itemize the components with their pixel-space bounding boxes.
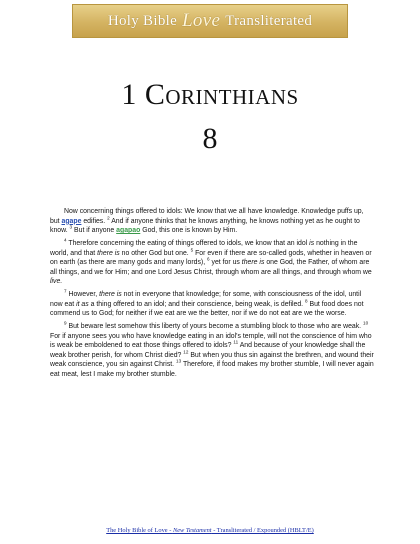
verse-4-text: Therefore concerning the eating of things offered to idols, we know that an idol xyxy=(68,239,310,247)
verse-13-text: Therefore, if food makes my brother stumble, I will never again eat meat, lest I make my brother stumble. xyxy=(50,361,374,379)
verse-6-text-mid: one God, the Father, of whom are all things, and we for Him; and one Lord Jesus Christ, through whom are all things, and through whom we xyxy=(50,259,372,276)
italic-word: there is xyxy=(241,259,265,267)
footer-suffix: - Transliterated / Expounded (HBLT/E) xyxy=(211,527,314,534)
verse-11-text: And because of your knowledge shall the weak brother perish, for whom Christ died? xyxy=(50,342,366,359)
verse-10-text: For if anyone sees you who have knowledge eating in an idol's temple, will not the conscience of him who is weak be emboldened to eat those things offered to idols? xyxy=(50,332,372,350)
verse-9-text: But beware lest somehow this liberty of yours become a stumbling block to those who are weak. xyxy=(68,323,364,331)
header-banner xyxy=(72,4,348,38)
chapter-number: 8 xyxy=(202,122,218,155)
verse-number-10: 10 xyxy=(363,320,369,326)
chapter-text xyxy=(50,207,374,383)
italic-word: is xyxy=(309,239,315,247)
verse-1-text-end: edifies. xyxy=(81,217,108,225)
footer-italic: New Testament xyxy=(172,527,212,534)
banner-text-holy-bible: Holy Bible xyxy=(107,12,178,29)
verse-number-5: 5 xyxy=(190,247,194,253)
verse-7-text-mid: not in everyone that knowledge; for some, with consciousness of the idol, until now eat xyxy=(50,291,362,308)
verse-5-text: For even if there are so-called gods, whether in heaven or on earth (as there are many gods and many lords), xyxy=(50,249,372,267)
verse-12-text: But when you thus sin against the brethren, and wound their weak conscience, you sin against Christ. xyxy=(50,351,374,369)
verse-3-text: But if anyone xyxy=(74,227,117,235)
book-title: 1 Corinthians xyxy=(121,78,299,111)
verse-number-12: 12 xyxy=(183,349,189,355)
verse-number-7: 7 xyxy=(64,288,67,294)
verse-number-2: 2 xyxy=(107,215,110,221)
paragraph-4 xyxy=(50,322,374,380)
keyword-agape[interactable]: agape xyxy=(61,217,82,225)
italic-word: there is xyxy=(99,291,122,299)
verse-2-text: And if anyone thinks that he knows anything, he knows nothing yet as he ought to know. xyxy=(50,217,360,235)
banner-text-transliterated: Transliterated xyxy=(225,12,313,29)
verse-4-text-mid: nothing in the world, and that xyxy=(50,239,358,257)
paragraph-2 xyxy=(50,239,374,287)
verse-7-text: However, xyxy=(68,291,100,299)
verse-number-9: 9 xyxy=(64,320,67,326)
verse-number-4: 4 xyxy=(64,237,67,243)
italic-word: there is xyxy=(97,249,120,257)
verse-1-text: Now concerning things offered to idols: We know that we all have knowledge. Knowledge puffs up, but xyxy=(50,208,364,225)
banner-text-love: Love xyxy=(182,10,221,31)
verse-number-6: 6 xyxy=(207,256,210,262)
paragraph-3 xyxy=(50,290,374,319)
verse-number-13: 13 xyxy=(176,359,182,365)
verse-6-text: yet for us xyxy=(211,259,242,267)
verse-8-text: But food does not commend us to God; for neither if we eat are we the better, nor if we do not eat are we the worse. xyxy=(50,300,364,318)
verse-number-8: 8 xyxy=(305,298,308,304)
verse-3-text-end: God, this one is known by Him. xyxy=(140,227,238,235)
italic-word: it as xyxy=(76,300,89,308)
verse-number-11: 11 xyxy=(233,339,239,345)
verse-7-text-end: a thing offered to an idol; and their conscience, being weak, is defiled. xyxy=(88,300,306,308)
footer-link[interactable] xyxy=(0,527,420,534)
verse-4-text-end: no other God but one. xyxy=(119,249,191,257)
paragraph-1 xyxy=(50,207,374,236)
italic-word: live. xyxy=(50,278,63,286)
footer-prefix: The Holy Bible of Love - xyxy=(106,527,173,534)
verse-number-3: 3 xyxy=(69,224,73,230)
keyword-agapao[interactable]: agapao xyxy=(116,227,141,235)
